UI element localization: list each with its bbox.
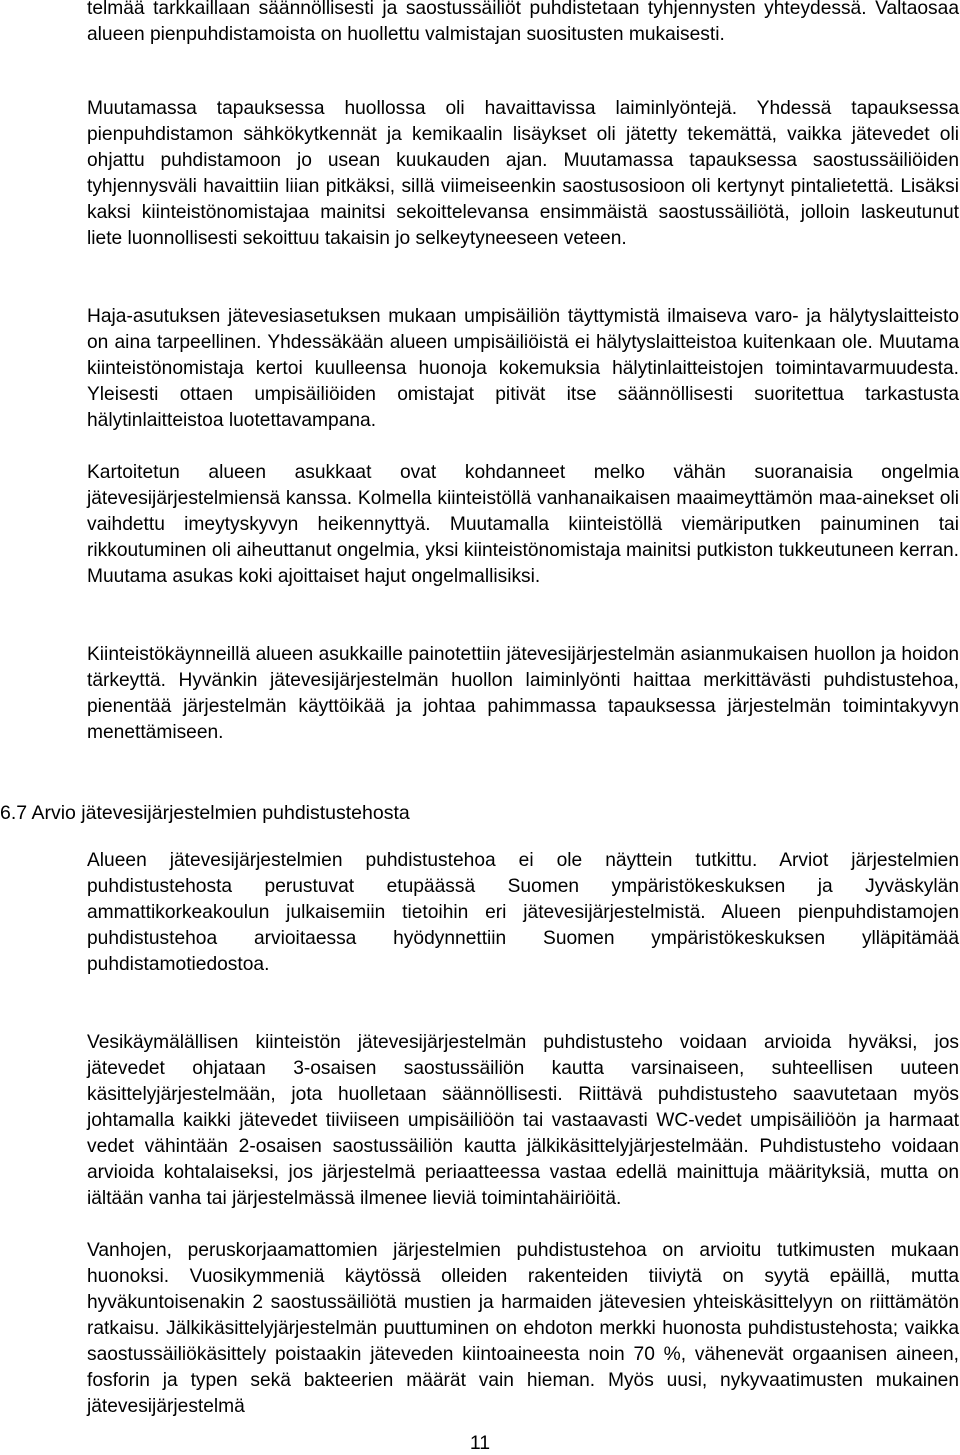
page-number: 11: [469, 1432, 491, 1454]
paragraph-4: Kartoitetun alueen asukkaat ovat kohdanneet melko vähän suoranaisia ongelmia jätevesijärjestelmiensä kanssa. Kolmella kiinteistöllä vanhanaikaisen maaimeyttämön maa-ainekset oli vaihdettu imeytyskyvyn heikennyttyä. Muutamalla kiinteistöllä viemäriputken painuminen tai rikkoutuminen oli aiheuttanut ongelmia, yksi kiinteistönomistaja mainitsi putkiston tukkeutuneen kerran. Muutama asukas koki ajoittaiset hajut ongelmallisiksi.: [87, 462, 959, 587]
paragraph-1: telmää tarkkaillaan säännöllisesti ja saostussäiliöt puhdistetaan tyhjennysten yhteydessä. Valtaosaa alueen pienpuhdistamoista on huollettu valmistajan suositusten mukaisesti.: [87, 0, 959, 45]
paragraph-5: Kiinteistökäynneillä alueen asukkaille painotettiin jätevesijärjestelmän asianmukaisen huollon ja hoidon tärkeyttä. Hyvänkin jätevesijärjestelmän huollon laiminlyönti haittaa merkittävästi puhdistustehoa, pienentää järjestelmän käyttöikää ja johtaa pahimmassa tapauksessa järjestelmän toimintakyvyn menettämiseen.: [87, 644, 959, 743]
paragraph-8: Vanhojen, peruskorjaamattomien järjestelmien puhdistustehoa on arvioitu tutkimusten mukaan huonoksi. Vuosikymmeniä käytössä olleiden rakenteiden tiiviytä on syytä epäillä, mutta hyväkuntoisenakin 2 saostussäiliötä mustien ja harmaiden jätevesien yhteiskäsittelyyn on riittämätön ratkaisu. Jälkikäsittelyjärjestelmän puuttuminen on ehdoton merkki huonosta puhdistustehosta; vaikka saostussäiliökäsittely poistaakin jätevеden kiintoaineesta noin 70 %, vähenevät orgaanisen aineen, fosforin ja typen sekä bakteerien määrät vain hieman. Myös uusi, nykyvaatimusten mukainen jätevesijärjestelmä: [87, 1240, 959, 1417]
paragraph-3: Haja-asutuksen jätevesiasetuksen mukaan umpisäiliön täyttymistä ilmaiseva varo- ja hälytyslaitteisto on aina tarpeellinen. Yhdessäkään alueen umpisäiliöistä ei hälytyslaitteistoa kuitenkaan ole. Muutama kiinteistönomistaja kertoi kuulleensa huonoja kokemuksia hälytinlaitteistojen toimintavarmuudesta. Yleisesti ottaen umpisäiliöiden omistajat pitivät itse säännöllisesti suoritettua tarkastusta hälytinlaitteistoa luotettavampana.: [87, 306, 959, 431]
paragraph-6: Alueen jätevesijärjestelmien puhdistustehoa ei ole näyttein tutkittu. Arviot järjestelmien puhdistustehosta perustuvat etupäässä Suomen ympäristökeskuksen ja Jyväskylän ammattikorkeakoulun julkaisemiin tietoihin eri jätevesijärjestelmistä. Alueen pienpuhdistamojen puhdistustehoa arvioitaessa hyödynnettiin Suomen ympäristökeskuksen ylläpitämää puhdistamotiedostoa.: [87, 850, 959, 975]
section-heading: 6.7 Arvio jätevesijärjestelmien puhdistustehosta: [0, 802, 410, 824]
paragraph-2: Muutamassa tapauksessa huollossa oli havaittavissa laiminlyöntejä. Yhdessä tapauksessa pienpuhdistamon sähkökytkennät ja kemikaalin lisäykset oli jätetty tekemättä, vaikka jätevedet oli ohjattu puhdistamoon jo usean kuukauden ajan. Muutamassa tapauksessa saostussäiliöiden tyhjennysväli havaittiin liian pitkäksi, sillä viimeiseenkin saostusosioon oli kertynyt pintalietettä. Lisäksi kaksi kiinteistönomistajaa mainitsi sekoittelevansa ensimmäistä saostussäiliötä, jolloin laskeutunut liete luonnollisesti sekoittuu takaisin jo selkeytyneeseen veteen.: [87, 98, 959, 249]
paragraph-7: Vesikäymälällisen kiinteistön jätevesijärjestelmän puhdistusteho voidaan arvioida hyväksi, jos jätevedet ohjataan 3-osaisen saostussäiliön kautta varsinaiseen, suhteellisen uuteen käsittelyjärjestelmään, jota huolletaan säännöllisesti. Riittävä puhdistusteho saavutetaan myös johtamalla kaikki jätevedet tiiviiseen umpisäiliöön tai vastaavasti WC-vedet umpisäiliöön ja harmaat vedet vähintään 2-osaisen saostussäiliön kautta jälkikäsittelyjärjestelmään. Puhdistusteho voidaan arvioida kohtalaiseksi, jos järjestelmä periaatteessa vastaa edellä mainittuja määrityksiä, mutta on iältään vanha tai järjestelmässä ilmenee lieviä toimintahäiriöitä.: [87, 1032, 959, 1209]
